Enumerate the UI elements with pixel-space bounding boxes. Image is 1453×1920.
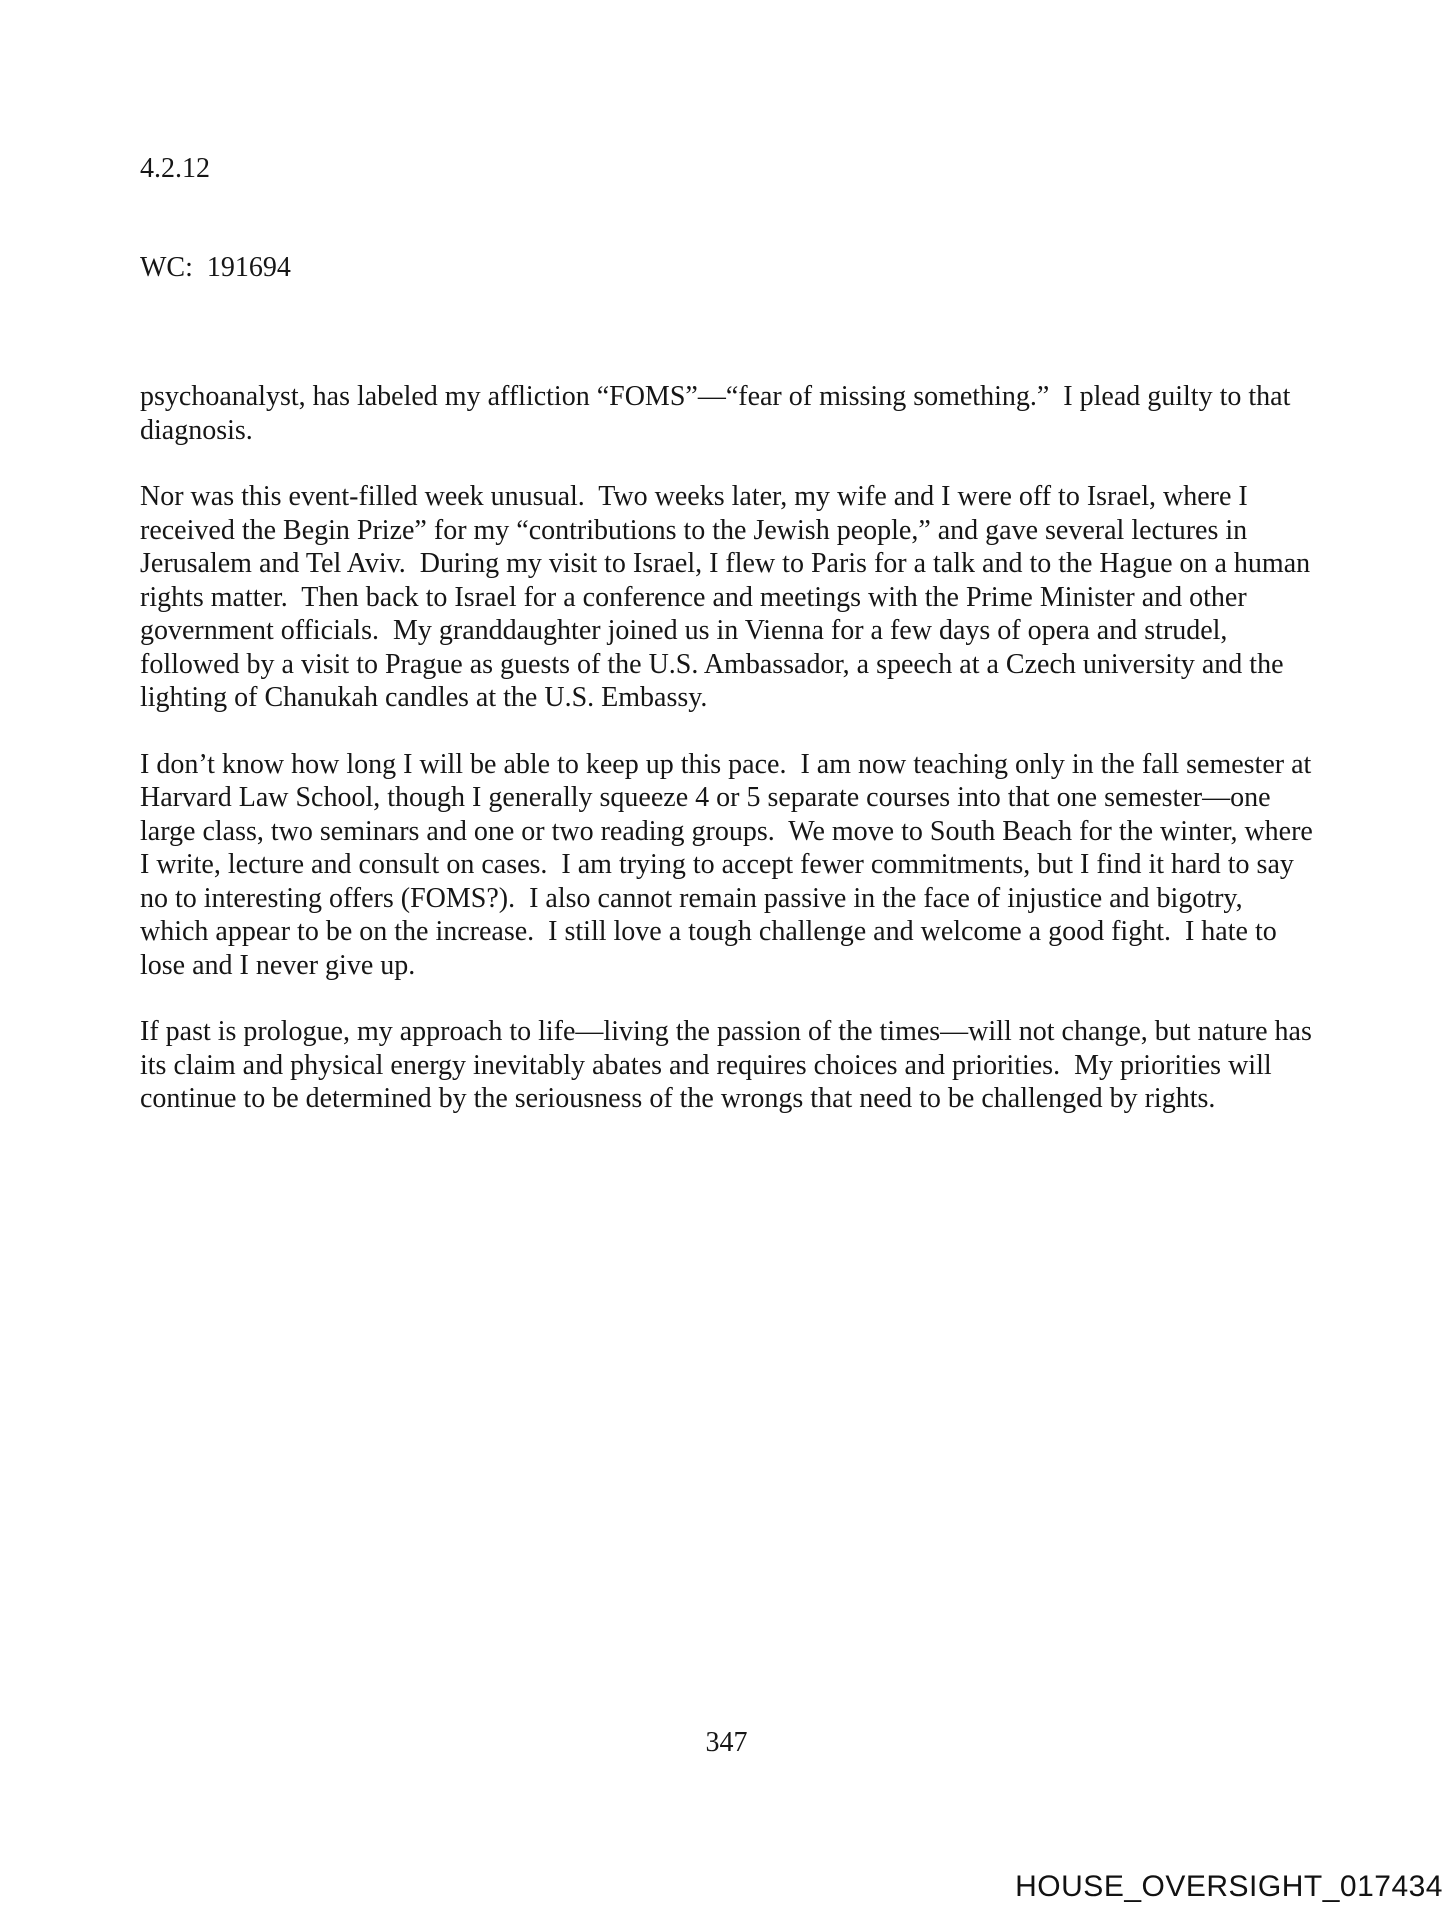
paragraph-teaching-pace: I don’t know how long I will be able to keep up this pace. I am now teaching only in the fall semester at Harvard Law School, though I generally squeeze 4 or 5 separate courses into that one semester—one large class, two seminars and one or two reading groups. We move to South Beach for the winter, where I write, lecture and consult on cases. I am trying to accept fewer commitments, but I find it hard to say no to interesting offers (FOMS?). I also cannot remain passive in the face of injustice and bigotry, which appear to be on the increase. I still love a tough challenge and welcome a good fight. I hate to lose and I never give up. bbox=[140, 748, 1320, 981]
header-word-count: WC: 191694 bbox=[140, 252, 291, 283]
paragraph-past-is-prologue: If past is prologue, my approach to life—living the passion of the times—will not change, but nature has its claim and physical energy inevitably abates and requires choices and priorities. My priorities will continue to be determined by the seriousness of the wrongs that need to be challenged by rights. bbox=[140, 1016, 1319, 1114]
paragraph-israel-travels: Nor was this event-filled week unusual. Two weeks later, my wife and I were off to Israel, where I received the Begin Prize” for my “contributions to the Jewish people,” and gave several lectures in Jerusalem and Tel Aviv. During my visit to Israel, I flew to Paris for a talk and to the Hague on a human rights matter. Then back to Israel for a conference and meetings with the Prime Minister and other government officials. My granddaughter joined us in Vienna for a few days of opera and strudel, followed by a visit to Prague as guests of the U.S. Ambassador, a speech at a Czech university and the lighting of Chanukah candles at the U.S. Embassy. bbox=[140, 481, 1318, 713]
page-number: 347 bbox=[705, 1727, 748, 1758]
document-content bbox=[140, 86, 1320, 1149]
bates-number: HOUSE_OVERSIGHT_017434 bbox=[1015, 1870, 1443, 1903]
paragraph-foms-diagnosis: psychoanalyst, has labeled my affliction “FOMS”—“fear of missing something.” I plead guilty to that diagnosis. bbox=[140, 381, 1298, 446]
document-header bbox=[140, 86, 1316, 350]
header-date: 4.2.12 bbox=[140, 153, 210, 184]
